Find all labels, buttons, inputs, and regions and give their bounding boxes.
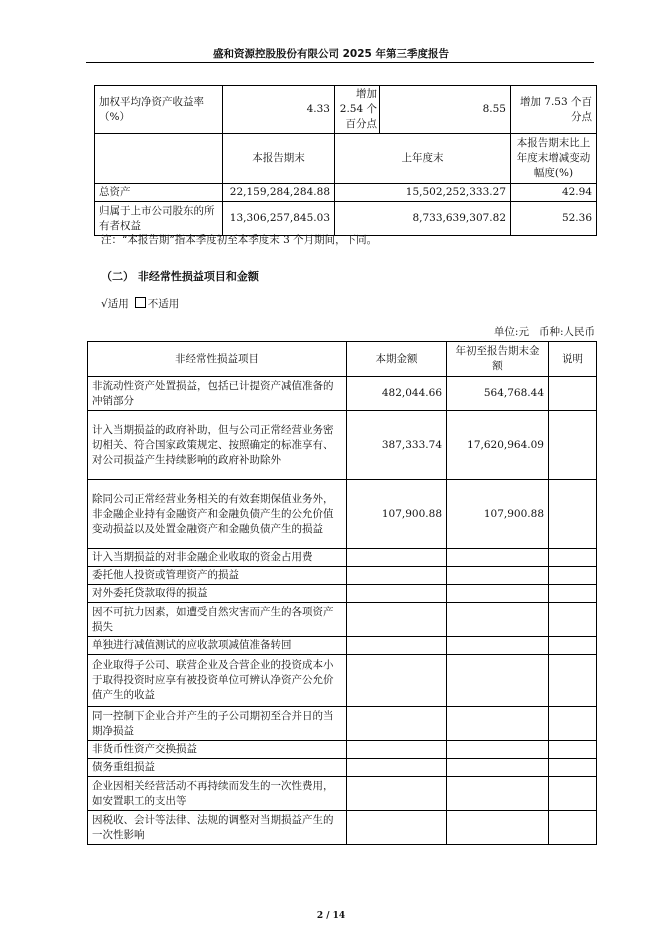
current-cell bbox=[347, 707, 447, 741]
checkbox-icon bbox=[135, 297, 146, 308]
table-row bbox=[88, 567, 597, 585]
ytd-cell bbox=[447, 741, 549, 759]
item-cell: 计入当期损益的对非金融企业收取的资金占用费 bbox=[88, 549, 347, 567]
item-cell: 因不可抗力因素，如遭受自然灾害而产生的各项资产损失 bbox=[88, 603, 347, 637]
footnote: 注：“本报告期”指本季度初至本季度末 3 个月期间，下同。 bbox=[101, 234, 378, 246]
header-divider bbox=[86, 62, 594, 63]
item-cell: 非流动性资产处置损益，包括已计提资产减值准备的冲销部分 bbox=[88, 377, 347, 411]
table-row bbox=[88, 811, 597, 845]
col-period-end: 本报告期末 bbox=[223, 134, 335, 184]
roe-ytd: 8.55 bbox=[380, 86, 511, 134]
current-cell: 387,333.74 bbox=[347, 411, 447, 480]
row-change: 52.36 bbox=[511, 202, 597, 236]
current-cell bbox=[347, 811, 447, 845]
note-cell bbox=[549, 637, 597, 655]
applicable-label: 适用 bbox=[107, 298, 129, 310]
item-cell: 债务重组损益 bbox=[88, 759, 347, 777]
ytd-cell bbox=[447, 637, 549, 655]
blank-cell bbox=[95, 134, 223, 184]
row-prior: 15,502,252,333.27 bbox=[335, 184, 511, 202]
table-row bbox=[88, 655, 597, 707]
table-row bbox=[88, 777, 597, 811]
item-cell: 计入当期损益的政府补助，但与公司正常经营业务密切相关、符合国家政策规定、按照确定的标准享有、对公司损益产生持续影响的政府补助除外 bbox=[88, 411, 347, 480]
note-cell bbox=[549, 777, 597, 811]
row-current: 13,306,257,845.03 bbox=[223, 202, 335, 236]
row-label: 归属于上市公司股东的所有者权益 bbox=[95, 202, 223, 236]
table-row bbox=[88, 637, 597, 655]
col-ytd: 年初至报告期末金额 bbox=[447, 342, 549, 377]
row-prior: 8,733,639,307.82 bbox=[335, 202, 511, 236]
table-row bbox=[88, 480, 597, 549]
table-row bbox=[95, 184, 597, 202]
note-cell bbox=[549, 480, 597, 549]
note-cell bbox=[549, 655, 597, 707]
ytd-cell bbox=[447, 585, 549, 603]
current-cell: 482,044.66 bbox=[347, 377, 447, 411]
unit-currency: 单位:元 币种:人民币 bbox=[493, 326, 595, 338]
ytd-cell: 107,900.88 bbox=[447, 480, 549, 549]
current-cell bbox=[347, 603, 447, 637]
col-item: 非经常性损益项目 bbox=[88, 342, 347, 377]
roe-current-change: 增加 2.54 个百分点 bbox=[335, 86, 380, 134]
table-row bbox=[88, 741, 597, 759]
table-row bbox=[88, 585, 597, 603]
section-title: （二） 非经常性损益项目和金额 bbox=[101, 270, 259, 283]
note-cell bbox=[549, 549, 597, 567]
ytd-cell bbox=[447, 603, 549, 637]
note-cell bbox=[549, 585, 597, 603]
table-row bbox=[88, 411, 597, 480]
table-row bbox=[88, 707, 597, 741]
ytd-cell bbox=[447, 777, 549, 811]
item-cell: 同一控制下企业合并产生的子公司期初至合并日的当期净损益 bbox=[88, 707, 347, 741]
current-cell bbox=[347, 637, 447, 655]
ytd-cell bbox=[447, 759, 549, 777]
ytd-cell: 564,768.44 bbox=[447, 377, 549, 411]
col-change-pct: 本报告期末比上年度末增减变动幅度(%) bbox=[511, 134, 597, 184]
note-cell bbox=[549, 411, 597, 480]
ytd-cell bbox=[447, 811, 549, 845]
current-cell bbox=[347, 549, 447, 567]
table-header-row bbox=[95, 134, 597, 184]
current-cell: 107,900.88 bbox=[347, 480, 447, 549]
item-cell: 对外委托贷款取得的损益 bbox=[88, 585, 347, 603]
current-cell bbox=[347, 585, 447, 603]
note-cell bbox=[549, 707, 597, 741]
key-metrics-table bbox=[94, 85, 597, 236]
ytd-cell bbox=[447, 655, 549, 707]
table-row bbox=[95, 202, 597, 236]
table-row bbox=[88, 549, 597, 567]
item-cell: 企业因相关经营活动不再持续而发生的一次性费用，如安置职工的支出等 bbox=[88, 777, 347, 811]
roe-label: 加权平均净资产收益率（%） bbox=[95, 86, 223, 134]
current-cell bbox=[347, 759, 447, 777]
row-current: 22,159,284,284.88 bbox=[223, 184, 335, 202]
roe-ytd-change: 增加 7.53 个百分点 bbox=[511, 86, 597, 134]
page-number: 2 / 14 bbox=[316, 911, 346, 921]
item-cell: 企业取得子公司、联营企业及合营企业的投资成本小于取得投资时应享有被投资单位可辨认净资产公允价值产生的收益 bbox=[88, 655, 347, 707]
non-recurring-table bbox=[87, 341, 597, 845]
ytd-cell bbox=[447, 707, 549, 741]
check-mark-icon: √ bbox=[101, 298, 108, 310]
current-cell bbox=[347, 567, 447, 585]
note-cell bbox=[549, 603, 597, 637]
col-current: 本期金额 bbox=[347, 342, 447, 377]
ytd-cell: 17,620,964.09 bbox=[447, 411, 549, 480]
row-label: 总资产 bbox=[95, 184, 223, 202]
table-header-row bbox=[88, 342, 597, 377]
roe-current: 4.33 bbox=[223, 86, 335, 134]
col-prior-year-end: 上年度末 bbox=[335, 134, 511, 184]
note-cell bbox=[549, 567, 597, 585]
current-cell bbox=[347, 777, 447, 811]
table-row bbox=[95, 86, 597, 134]
item-cell: 委托他人投资或管理资产的损益 bbox=[88, 567, 347, 585]
ytd-cell bbox=[447, 567, 549, 585]
note-cell bbox=[549, 741, 597, 759]
item-cell: 非货币性资产交换损益 bbox=[88, 741, 347, 759]
ytd-cell bbox=[447, 549, 549, 567]
note-cell bbox=[549, 811, 597, 845]
item-cell: 单独进行减值测试的应收款项减值准备转回 bbox=[88, 637, 347, 655]
row-change: 42.94 bbox=[511, 184, 597, 202]
table-row bbox=[88, 377, 597, 411]
col-note: 说明 bbox=[549, 342, 597, 377]
item-cell: 因税收、会计等法律、法规的调整对当期损益产生的一次性影响 bbox=[88, 811, 347, 845]
item-cell: 除同公司正常经营业务相关的有效套期保值业务外，非金融企业持有金融资产和金融负债产生的公允价值变动损益以及处置金融资产和金融负债产生的损益 bbox=[88, 480, 347, 549]
current-cell bbox=[347, 655, 447, 707]
not-applicable-label: 不适用 bbox=[147, 298, 180, 310]
current-cell bbox=[347, 741, 447, 759]
note-cell bbox=[549, 759, 597, 777]
note-cell bbox=[549, 377, 597, 411]
applicability bbox=[101, 296, 179, 311]
table-row bbox=[88, 603, 597, 637]
report-header: 盛和资源控股股份有限公司 2025 年第三季度报告 bbox=[212, 48, 450, 60]
table-row bbox=[88, 759, 597, 777]
